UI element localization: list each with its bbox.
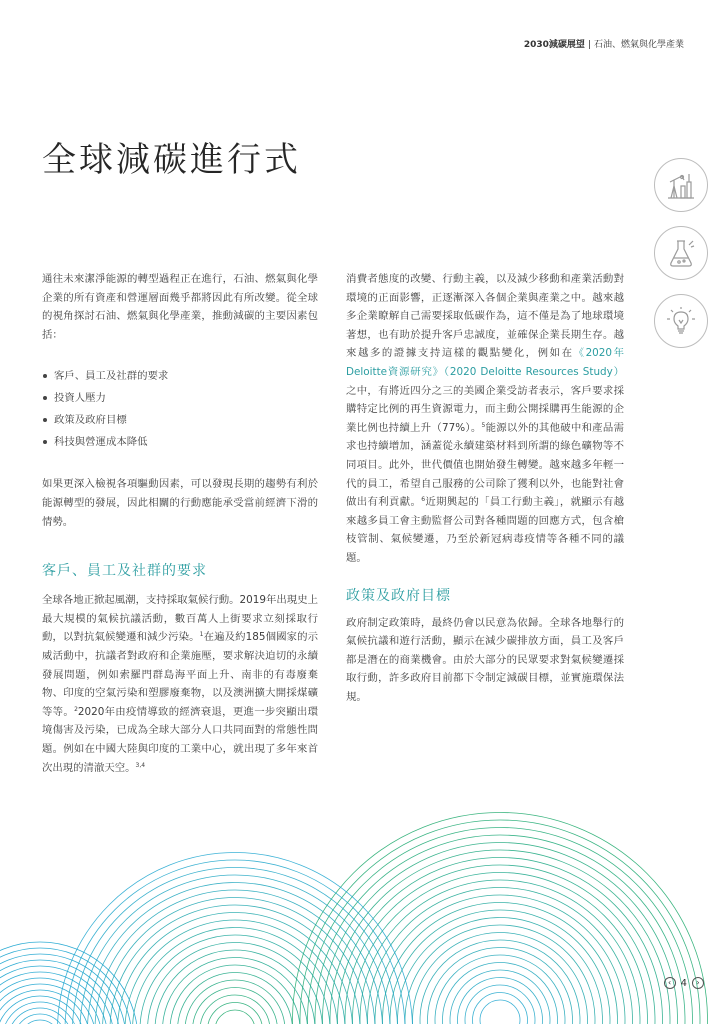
arc-ring bbox=[413, 933, 588, 1024]
chemistry-flask-icon[interactable] bbox=[654, 226, 708, 280]
footnote-ref[interactable]: 3,4 bbox=[135, 761, 146, 769]
right-column bbox=[346, 270, 624, 706]
arc-ring bbox=[208, 1003, 263, 1024]
footnote-ref[interactable]: 1 bbox=[199, 631, 204, 639]
arc-ring bbox=[308, 828, 693, 1024]
policy-paragraph: 政府制定政策時，最終仍會以民意為依歸。全球各地舉行的氣候抗議和遊行活動，顯示在減少碳排放方面，員工及客戶都是潛在的商業機會。由於大部分的民眾要求對氣候變遷採取行動，許多政府目前都下令制定減碳目標，並實施環保法規。 bbox=[346, 616, 624, 703]
footnote-ref[interactable]: 2 bbox=[74, 705, 78, 713]
arc-ring bbox=[375, 895, 625, 1024]
chevron-left-icon[interactable]: ‹ bbox=[664, 977, 676, 989]
arc-ring bbox=[193, 988, 278, 1024]
list-item: 客戶、員工及社群的要求 bbox=[42, 365, 318, 387]
arc-ring bbox=[148, 943, 323, 1024]
footnote-ref[interactable]: 6 bbox=[421, 496, 426, 504]
arc-ring bbox=[323, 843, 678, 1024]
drivers-list bbox=[42, 365, 318, 453]
left-column bbox=[42, 270, 318, 777]
side-icon-rail bbox=[654, 158, 712, 362]
arc-ring bbox=[140, 935, 330, 1024]
arc-ring bbox=[360, 880, 640, 1024]
arc-ring bbox=[390, 910, 610, 1024]
arc-ring bbox=[155, 950, 315, 1024]
arc-ring bbox=[185, 980, 285, 1024]
arc-ring bbox=[435, 955, 565, 1024]
arc-group-right bbox=[293, 813, 708, 1024]
text-run: 全球各地正掀起風潮，支持採取氣候行動。2019年出現史上最大規模的氣候抗議活動，數百萬人上街要求立刻採取行動，以對抗氣候變遷和減少污染。 bbox=[42, 594, 318, 644]
text-run: 能源以外的其他破中和產品需求也持續增加，涵蓋從永續建築材料到所謂的綠色礦物等不同項目。此外，世代價值也開始發生轉變。越來越多年輕一代的員工，希望自己服務的公司除了獲利以外，也能對社會做出有利貢獻。 bbox=[346, 421, 624, 509]
text-run: 在遍及約185個國家的示威活動中，抗議者對政府和企業施壓，要求解決迫切的永續發展問題，例如索羅門群島海平面上升、南非的有毒廢棄物、印度的空氣污染和塑膠廢棄物，以及澳洲擴大開採煤礦等等。 bbox=[42, 631, 318, 718]
lightbulb-idea-icon[interactable] bbox=[654, 294, 708, 348]
consumer-attitude-paragraph bbox=[346, 270, 624, 568]
arc-ring bbox=[8, 1008, 72, 1024]
pager bbox=[664, 977, 704, 989]
oil-pump-refinery-icon[interactable] bbox=[654, 158, 708, 212]
text-run: 近期興起的「員工行動主義」，就顯示有越來越多員工會主動監督公司對各種問題的回應方式，包含槍枝管制、氣候變遷，乃至於新冠病毒疫情等各種不同的議題。 bbox=[346, 496, 624, 564]
arc-ring bbox=[133, 928, 338, 1024]
trend-paragraph: 如果更深入檢視各項驅動因素，可以發現長期的趨勢有利於能源轉型的發展，因此相關的行動應能承受當前經濟下滑的情勢。 bbox=[42, 478, 318, 528]
intro-paragraph: 通往未來潔淨能源的轉型過程正在進行，石油、燃氣與化學企業的所有資產和營運層面幾乎都將因此有所改變。從全球的視角探討石油、燃氣與化學產業，推動減碳的主要因素包括： bbox=[42, 273, 318, 341]
decorative-arcs bbox=[0, 790, 724, 1024]
arc-ring bbox=[330, 850, 670, 1024]
arc-ring bbox=[300, 820, 700, 1024]
section-heading-policy: 政策及政府目標 bbox=[346, 587, 451, 604]
chevron-right-icon[interactable]: › bbox=[692, 977, 704, 989]
arc-ring bbox=[368, 888, 633, 1024]
arc-ring bbox=[338, 858, 663, 1024]
arc-ring bbox=[443, 963, 558, 1024]
arc-ring bbox=[458, 978, 543, 1024]
list-item: 投資人壓力 bbox=[42, 387, 318, 409]
arc-ring bbox=[383, 903, 618, 1024]
arc-ring bbox=[163, 958, 308, 1024]
page-number: 4 bbox=[680, 977, 687, 989]
arc-ring bbox=[110, 905, 360, 1024]
arc-ring bbox=[20, 1020, 60, 1024]
sector-name: 石油、燃氣與化學產業 bbox=[593, 40, 684, 50]
arc-ring bbox=[200, 995, 270, 1024]
arc-ring bbox=[465, 985, 535, 1024]
report-name: 2030減碳展望 bbox=[523, 40, 585, 50]
running-header bbox=[524, 37, 684, 50]
text-run: 消費者態度的改變、行動主義，以及減少移動和產業活動對環境的正面影響，正逐漸深入各個企業與產業之中。越來越多企業瞭解自己需要採取低碳作為，這不僅是為了地球環境著想，也有助於提升客戶忠誠度，並確保企業長期生存。越來越多的證據支持這樣的觀點變化，例如在 bbox=[346, 273, 624, 360]
arc-ring bbox=[480, 1000, 520, 1024]
text-run: 2020年由疫情導致的經濟衰退，更進一步突顯出環境傷害及污染，已成為全球大部分人口共同面對的常態性問題。例如在中國大陸與印度的工業中心，就出現了多年來首次出現的清澈天空。 bbox=[42, 705, 319, 774]
stakeholders-paragraph bbox=[42, 591, 318, 777]
page-title: 全球減碳進行式 bbox=[42, 140, 301, 180]
section-heading-stakeholders: 客戶、員工及社群的要求 bbox=[42, 563, 207, 580]
arc-ring bbox=[215, 1010, 255, 1024]
footnote-ref[interactable]: 5 bbox=[481, 421, 486, 429]
text-run: 之中，有將近四分之三的美國企業受訪者表示，客戶要求採購特定比例的再生資源電力，而主動公開採購再生能源的企業比例也持續上升（77%）。 bbox=[346, 384, 624, 434]
arc-ring bbox=[428, 948, 573, 1024]
list-item: 科技與營運成本降低 bbox=[42, 431, 318, 453]
arc-ring bbox=[473, 993, 528, 1024]
list-item: 政策及政府目標 bbox=[42, 409, 318, 431]
header-separator: | bbox=[587, 40, 591, 50]
arc-ring bbox=[103, 898, 368, 1024]
deloitte-study-link[interactable]: 《2020年Deloitte資源研究》（2020 Deloitte Resources Study） bbox=[346, 347, 624, 378]
